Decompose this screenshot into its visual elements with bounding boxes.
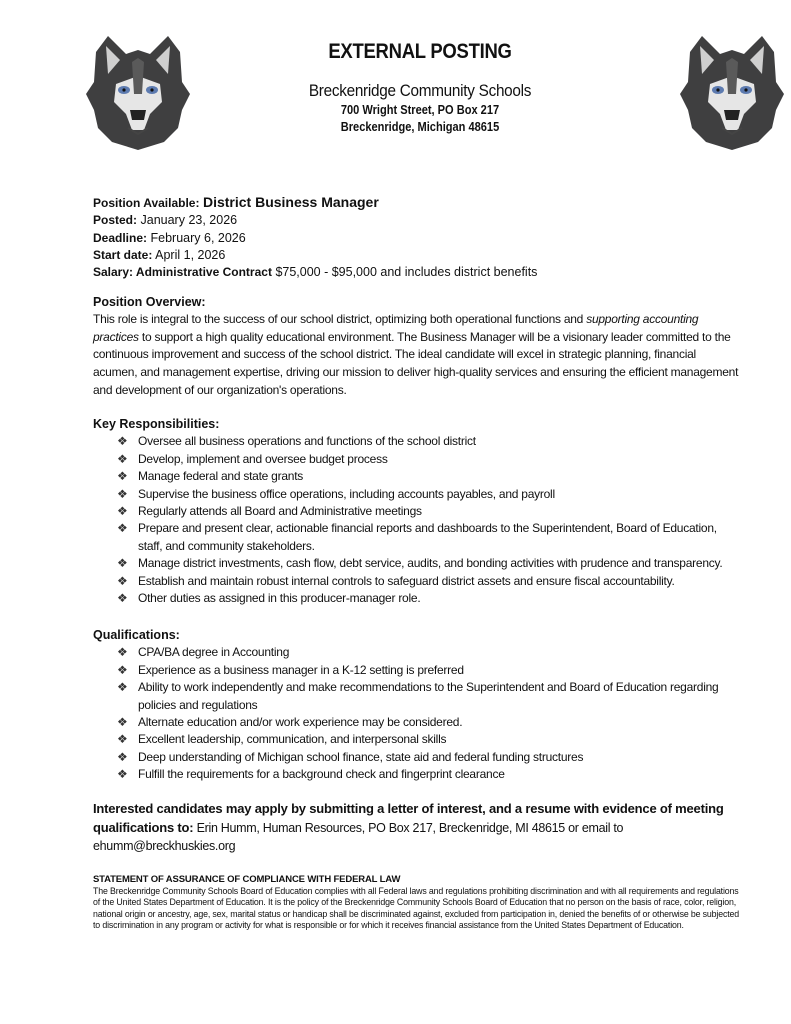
compliance-text: The Breckenridge Community Schools Board of Education complies with all Federal laws and regulations prohibiting discrimination and with all requirements and regulations of the United States Department of Education. It is the policy of the Breckenridge Community Schools Board of Education that no person on the basis of race, color, religion, national origin or ancestry, age, sex, marital status or handicap shall be discriminated against, excluded from participation in, denied the benefits of or otherwise be subjected to discrimination in any program or activity for what is responsible or for which it receives financial assistance from the United States Department of Education. <box>93 885 739 931</box>
school-name: Breckenridge Community Schools <box>308 81 532 100</box>
position-overview <box>93 294 743 399</box>
qualifications-list <box>93 644 743 783</box>
list-item <box>117 731 743 748</box>
diamond-bullet-icon: ❖ <box>117 767 128 782</box>
apply-instructions-bold: Interested candidates may apply by submitting a letter of interest, and a resume with evidence of meeting qualifications to: <box>93 801 724 835</box>
list-item <box>117 679 743 714</box>
diamond-bullet-icon: ❖ <box>117 503 128 518</box>
husky-head-icon <box>680 36 784 150</box>
list-item-text: Deep understanding of Michigan school finance, state aid and federal funding structures <box>138 749 584 764</box>
list-item <box>117 503 743 520</box>
qualifications-heading: Qualifications: <box>93 628 180 642</box>
diamond-bullet-icon: ❖ <box>117 451 128 466</box>
key-responsibilities <box>93 416 743 607</box>
position-label: Position Available: <box>93 196 200 210</box>
list-item <box>117 486 743 503</box>
start-date-row <box>93 247 743 264</box>
list-item <box>117 433 743 450</box>
apply-email-link[interactable]: ehumm@breckhuskies.org <box>93 839 236 853</box>
application-instructions <box>93 800 743 856</box>
posted-label: Posted: <box>93 213 138 228</box>
responsibilities-heading: Key Responsibilities: <box>93 417 220 431</box>
list-item <box>117 451 743 468</box>
husky-logo-left <box>78 32 198 152</box>
list-item-text: Oversee all business operations and functions of the school district <box>138 434 476 449</box>
list-item-text: Excellent leadership, communication, and interpersonal skills <box>138 732 447 747</box>
list-item <box>117 644 743 661</box>
overview-heading: Position Overview: <box>93 295 206 309</box>
page-title: EXTERNAL POSTING <box>328 40 512 63</box>
deadline-value: February 6, 2026 <box>150 230 246 245</box>
diamond-bullet-icon: ❖ <box>117 556 128 571</box>
position-value: District Business Manager <box>202 194 379 210</box>
list-item-text: Manage federal and state grants <box>138 469 304 484</box>
list-item <box>117 714 743 731</box>
diamond-bullet-icon: ❖ <box>117 486 128 501</box>
compliance-heading: STATEMENT OF ASSURANCE OF COMPLIANCE WITH FEDERAL LAW <box>93 874 401 885</box>
list-item <box>117 590 743 607</box>
diamond-bullet-icon: ❖ <box>117 645 128 660</box>
list-item <box>117 520 743 555</box>
posted-row <box>93 212 743 229</box>
list-item <box>117 749 743 766</box>
posting-header <box>230 38 610 135</box>
list-item-text: Establish and maintain robust internal controls to safeguard district assets and ensure fiscal accountability. <box>138 573 675 588</box>
list-item-text: Develop, implement and oversee budget process <box>138 451 388 466</box>
list-item-text: Manage district investments, cash flow, debt service, audits, and bonding activities with prudence and transparency. <box>138 556 723 571</box>
start-date-value: April 1, 2026 <box>155 247 226 262</box>
list-item <box>117 573 743 590</box>
overview-text-part2: to support a high quality educational environment. The Business Manager will be a visionary leader committed to the continuous improvement and success of the school district. The ideal candidate will excel in strategic planning, financial acumen, and management expertise, driving our mission to deliver high-quality services and ensuring the efficient management and development of our organization's operations. <box>93 329 739 397</box>
position-row <box>93 194 743 212</box>
list-item-text: Regularly attends all Board and Administrative meetings <box>138 503 422 518</box>
salary-row <box>93 264 743 281</box>
list-item <box>117 662 743 679</box>
position-details <box>93 194 743 281</box>
diamond-bullet-icon: ❖ <box>117 573 128 588</box>
diamond-bullet-icon: ❖ <box>117 680 128 695</box>
list-item-text: Alternate education and/or work experience may be considered. <box>138 714 463 729</box>
diamond-bullet-icon: ❖ <box>117 662 128 677</box>
deadline-label: Deadline: <box>93 230 148 245</box>
list-item-text: Prepare and present clear, actionable financial reports and dashboards to the Superintendent, Board of Education, staff, and community stakeholders. <box>138 521 717 553</box>
posted-value: January 23, 2026 <box>140 213 238 228</box>
deadline-row <box>93 230 743 247</box>
apply-contact: Erin Humm, Human Resources, PO Box 217, Breckenridge, MI 48615 or email to <box>193 820 624 835</box>
diamond-bullet-icon: ❖ <box>117 469 128 484</box>
diamond-bullet-icon: ❖ <box>117 714 128 729</box>
diamond-bullet-icon: ❖ <box>117 732 128 747</box>
list-item-text: Experience as a business manager in a K-12 setting is preferred <box>138 662 464 677</box>
address-line-2: Breckenridge, Michigan 48615 <box>340 119 500 134</box>
qualifications <box>93 627 743 784</box>
husky-head-icon <box>86 36 190 150</box>
start-date-label: Start date: <box>93 247 153 262</box>
list-item <box>117 555 743 572</box>
responsibilities-list <box>93 433 743 607</box>
husky-logo-right <box>672 32 791 152</box>
overview-text-italic: supporting accounting practices <box>93 312 699 344</box>
diamond-bullet-icon: ❖ <box>117 434 128 449</box>
list-item-text: Fulfill the requirements for a background check and fingerprint clearance <box>138 767 505 782</box>
overview-text <box>93 311 743 399</box>
list-item <box>117 468 743 485</box>
list-item-text: CPA/BA degree in Accounting <box>138 645 290 660</box>
compliance-statement <box>93 874 743 932</box>
diamond-bullet-icon: ❖ <box>117 521 128 536</box>
address-line-1: 700 Wright Street, PO Box 217 <box>340 102 500 117</box>
diamond-bullet-icon: ❖ <box>117 749 128 764</box>
list-item-text: Other duties as assigned in this producer-manager role. <box>138 590 421 605</box>
salary-label: Salary: Administrative Contract <box>93 265 272 280</box>
diamond-bullet-icon: ❖ <box>117 590 128 605</box>
list-item-text: Supervise the business office operations, including accounts payables, and payroll <box>138 486 555 501</box>
salary-value: $75,000 - $95,000 and includes district benefits <box>275 265 538 280</box>
list-item <box>117 766 743 783</box>
list-item-text: Ability to work independently and make recommendations to the Superintendent and Board of Education regarding policies and regulations <box>138 680 719 712</box>
overview-text-part1: This role is integral to the success of our school district, optimizing both operational functions and <box>93 312 587 327</box>
